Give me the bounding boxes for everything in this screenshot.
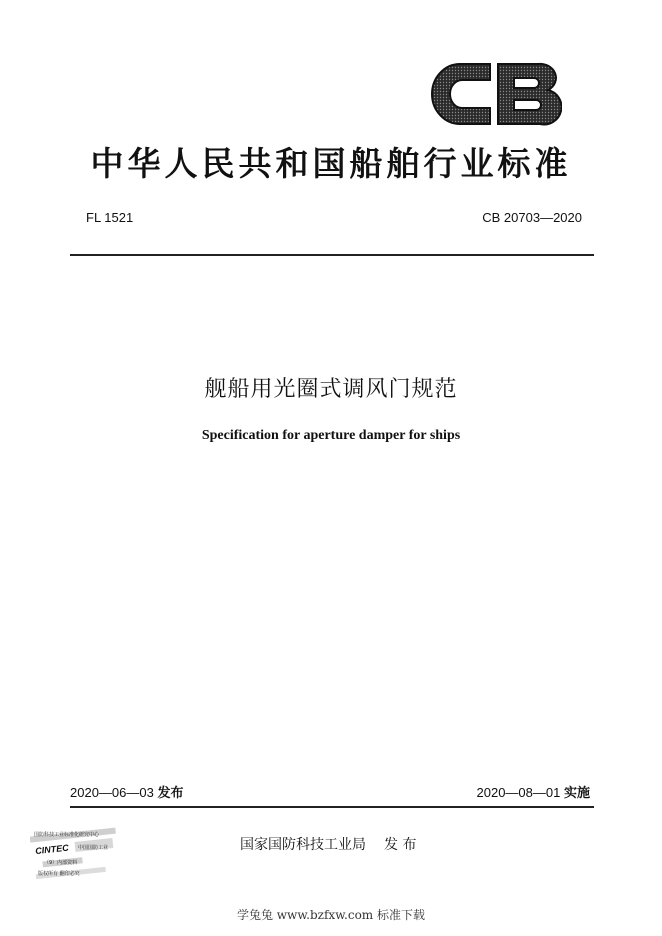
- logo-letter-b: [498, 64, 561, 125]
- standard-number: CB 20703—2020: [482, 210, 582, 225]
- publisher: [240, 834, 416, 854]
- watermark-footer: 学兔兔 www.bzfxw.com 标准下载: [236, 908, 426, 922]
- header-divider: [70, 254, 594, 256]
- document-title-en: Specification for aperture damper for ships: [201, 428, 461, 443]
- implementation-date-label: 实施: [563, 785, 590, 800]
- stamp-line-top: 国防科技工业标准化研究中心: [34, 832, 100, 838]
- document-title-cn: 舰船用光圈式调风门规范: [204, 377, 458, 402]
- logo-letter-c: [432, 64, 490, 124]
- issue-date: [70, 782, 183, 801]
- stamp-line-bottom: （9）内部资料: [44, 860, 78, 866]
- stamp-brand: CINTEC: [34, 842, 70, 857]
- issue-date-value: 2020—06—03: [70, 785, 154, 800]
- footer-divider: [70, 806, 594, 808]
- classification-code: FL 1521: [86, 210, 134, 225]
- stamp-line-last: 版权所有 翻印必究: [38, 871, 80, 877]
- implementation-date: [477, 782, 590, 801]
- cb-logo: [430, 60, 562, 128]
- standard-title: 中华人民共和国船舶行业标准: [90, 144, 572, 183]
- library-stamp: [30, 826, 120, 886]
- issue-date-label: 发布: [157, 785, 184, 800]
- stamp-line-mid: 中国国防工业: [78, 845, 109, 851]
- publisher-name: 国家国防科技工业局: [240, 837, 366, 853]
- implementation-date-value: 2020—08—01: [476, 785, 561, 800]
- publisher-action: 发 布: [384, 837, 417, 853]
